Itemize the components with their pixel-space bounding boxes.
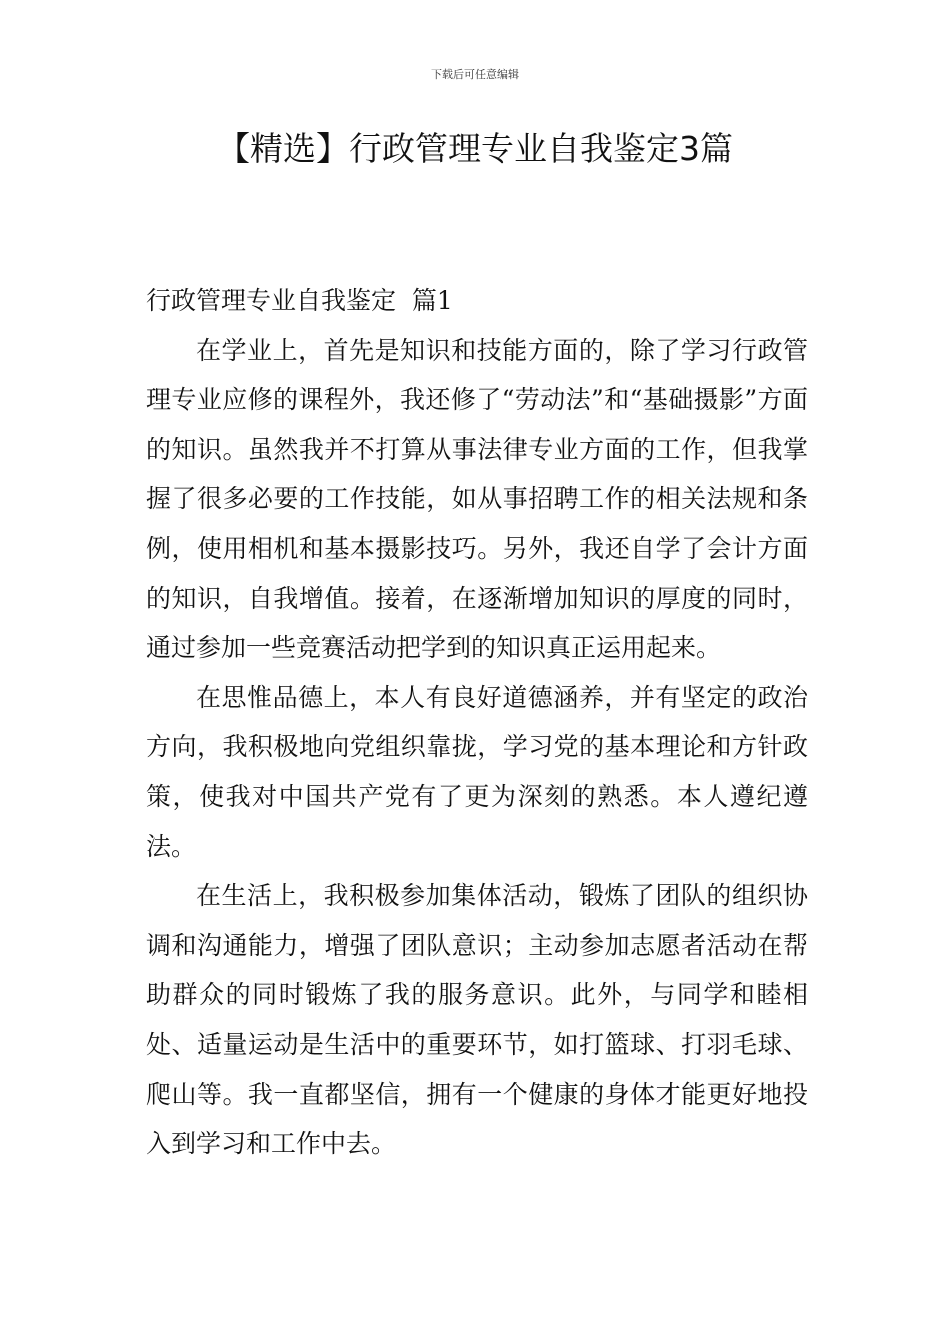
- header-note: 下载后可任意编辑: [431, 68, 519, 81]
- section-heading: 行政管理专业自我鉴定 篇1: [146, 286, 453, 315]
- paragraph-life: 在生活上，我积极参加集体活动，锻炼了团队的组织协调和沟通能力，增强了团队意识；主动参加志愿者活动在帮助群众的同时锻炼了我的服务意识。此外，与同学和睦相处、适量运动是生活中的重要环节，如打篮球、打羽毛球、爬山等。我一直都坚信，拥有一个健康的身体才能更好地投入到学习和工作中去。: [146, 881, 808, 1159]
- document-title: 【精选】行政管理专业自我鉴定3篇: [217, 129, 733, 168]
- document-body: [146, 276, 808, 1169]
- paragraph-academics: 在学业上，首先是知识和技能方面的，除了学习行政管理专业应修的课程外，我还修了“劳动法”和“基础摄影”方面的知识。虽然我并不打算从事法律专业方面的工作，但我掌握了很多必要的工作技能，如从事招聘工作的相关法规和条例，使用相机和基本摄影技巧。另外，我还自学了会计方面的知识，自我增值。接着，在逐渐增加知识的厚度的同时，通过参加一些竞赛活动把学到的知识真正运用起来。: [146, 335, 808, 663]
- paragraph-morality: 在思惟品德上，本人有良好道德涵养，并有坚定的政治方向，我积极地向党组织靠拢，学习党的基本理论和方针政策，使我对中国共产党有了更为深刻的熟悉。本人遵纪遵法。: [146, 682, 808, 861]
